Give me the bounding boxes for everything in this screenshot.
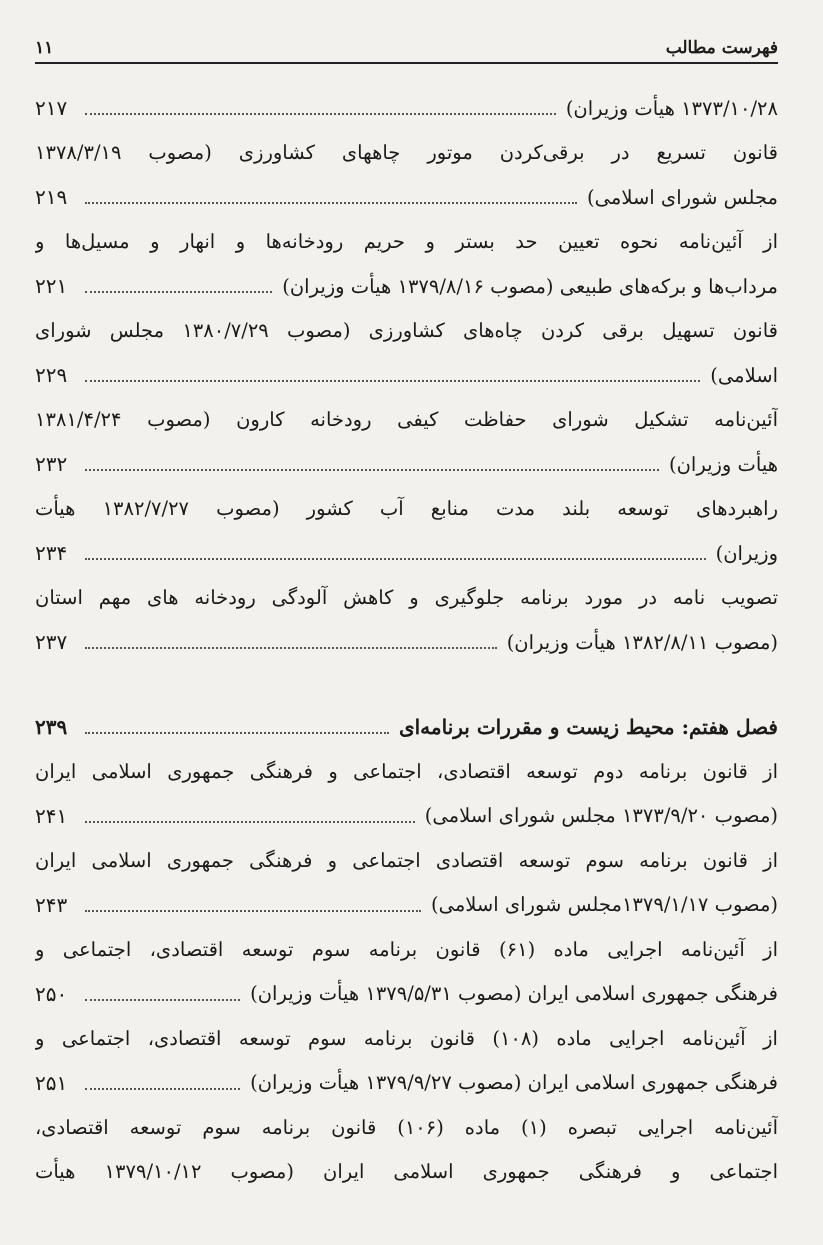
toc-entry-line: [35, 620, 778, 665]
dot-leader: [85, 1088, 240, 1090]
entry-page-number: ۲۴۳: [35, 892, 68, 917]
dot-leader: [85, 380, 700, 382]
toc-entry-line: [35, 1016, 778, 1061]
dot-leader: [85, 558, 706, 560]
toc-entry-line: [35, 531, 778, 576]
toc-entry-line: [35, 927, 778, 972]
dot-leader: [85, 821, 415, 823]
toc-entry-line: [35, 131, 778, 176]
chapter-page: ۲۳۹: [35, 714, 68, 739]
entry-text: مجلس شورای اسلامی): [587, 185, 778, 209]
entry-text: (مصوب ۱۳۷۳/۹/۲۰ مجلس شورای اسلامی): [424, 804, 778, 828]
entry-text: فرهنگی جمهوری اسلامی ایران (مصوب ۱۳۷۹/۹/۲۷ هیأت وزیران): [250, 1071, 778, 1095]
entry-text: وزیران): [715, 541, 778, 565]
toc-entry-line: [35, 794, 778, 839]
entry-text: آئین‌نامه اجرایی تبصره (۱) ماده (۱۰۶) قانون برنامه سوم توسعه اقتصادی،: [35, 1115, 778, 1139]
page-header: [35, 30, 778, 64]
dot-leader: [85, 291, 272, 293]
entry-text: قانون تسهیل برقی کردن چاه‌های کشاورزی (مصوب ۱۳۸۰/۷/۲۹ مجلس شورای: [35, 319, 778, 343]
entry-text: (مصوب ۱۳۷۹/۱/۱۷مجلس شورای اسلامی): [430, 893, 778, 917]
entry-text: از قانون برنامه سوم توسعه اقتصادی اجتماعی و فرهنگی جمهوری اسلامی ایران: [35, 848, 778, 872]
entry-page-number: ۲۴۱: [35, 803, 68, 828]
entry-text: راهبردهای توسعه بلند مدت منابع آب کشور (مصوب ۱۳۸۲/۷/۲۷ هیأت: [35, 497, 778, 521]
page-number: ۱۱: [35, 38, 54, 58]
dot-leader: [85, 202, 577, 204]
toc-entry-line: [35, 1061, 778, 1106]
toc-entry-line: [35, 749, 778, 794]
section-gap: [35, 665, 778, 705]
entry-text: ۱۳۷۳/۱۰/۲۸ هیأت وزیران): [565, 96, 778, 120]
toc-entry-line: [35, 576, 778, 621]
chapter-heading: [35, 705, 778, 750]
entry-page-number: ۲۳۷: [35, 630, 68, 655]
entry-page-number: ۲۱۷: [35, 96, 68, 121]
toc-entry-line: [35, 309, 778, 354]
toc-group-2: [35, 749, 778, 1194]
dot-leader: [85, 999, 240, 1001]
entry-text: از آئین‌نامه اجرایی ماده (۱۰۸) قانون برنامه سوم توسعه اقتصادی، اجتماعی و: [35, 1026, 778, 1050]
entry-text: آئین‌نامه تشکیل شورای حفاظت کیفی رودخانه کارون (مصوب ۱۳۸۱/۴/۲۴: [35, 408, 778, 432]
toc-group-1: [35, 86, 778, 665]
toc-entry-line: [35, 220, 778, 265]
entry-text: از آئین‌نامه اجرایی ماده (۶۱) قانون برنامه سوم توسعه اقتصادی، اجتماعی و: [35, 937, 778, 961]
dot-leader: [85, 910, 421, 912]
dot-leader: [85, 113, 556, 115]
toc-entry-line: [35, 883, 778, 928]
dot-leader: [85, 469, 659, 471]
toc-entry-line: [35, 838, 778, 883]
entry-text: اجتماعی و فرهنگی جمهوری اسلامی ایران (مصوب ۱۳۷۹/۱۰/۱۲ هیأت: [35, 1160, 778, 1184]
entry-text: از آئین‌نامه نحوه تعیین حد بستر و حریم رودخانه‌ها و انهار و مسیل‌ها و: [35, 230, 778, 254]
entry-text: هیأت وزیران): [668, 452, 778, 476]
entry-text: مرداب‌ها و برکه‌های طبیعی (مصوب ۱۳۷۹/۸/۱۶ هیأت وزیران): [282, 274, 778, 298]
toc-entry-line: [35, 1105, 778, 1150]
toc-entry-line: [35, 353, 778, 398]
dot-leader: [85, 647, 497, 649]
dot-leader: [85, 732, 389, 734]
entry-text: قانون تسریع در برقی‌کردن موتور چاههای کشاورزی (مصوب ۱۳۷۸/۳/۱۹: [35, 141, 778, 165]
entry-page-number: ۲۵۱: [35, 1070, 68, 1095]
toc-entry-line: [35, 175, 778, 220]
entry-text: از قانون برنامه دوم توسعه اقتصادی، اجتماعی و فرهنگی جمهوری اسلامی ایران: [35, 759, 778, 783]
chapter-title: فصل هفتم: محیط زیست و مقررات برنامه‌ای: [398, 714, 778, 739]
toc-entry-line: [35, 264, 778, 309]
entry-page-number: ۲۵۰: [35, 981, 68, 1006]
toc-entry-line: [35, 487, 778, 532]
entry-text: تصویب نامه در مورد برنامه جلوگیری و کاهش آلودگی رودخانه های مهم استان: [35, 586, 778, 610]
entry-page-number: ۲۳۴: [35, 541, 68, 566]
table-of-contents: [35, 86, 778, 1194]
toc-entry-line: [35, 398, 778, 443]
entry-page-number: ۲۲۱: [35, 274, 68, 299]
header-title: فهرست مطالب: [665, 38, 778, 58]
toc-entry-line: [35, 86, 778, 131]
toc-entry-line: [35, 972, 778, 1017]
entry-text: اسلامی): [710, 363, 778, 387]
entry-text: (مصوب ۱۳۸۲/۸/۱۱ هیأت وزیران): [506, 630, 778, 654]
entry-page-number: ۲۲۹: [35, 363, 68, 388]
toc-entry-line: [35, 442, 778, 487]
entry-page-number: ۲۱۹: [35, 185, 68, 210]
entry-text: فرهنگی جمهوری اسلامی ایران (مصوب ۱۳۷۹/۵/۳۱ هیأت وزیران): [250, 982, 778, 1006]
toc-entry-line: [35, 1150, 778, 1195]
entry-page-number: ۲۳۲: [35, 452, 68, 477]
